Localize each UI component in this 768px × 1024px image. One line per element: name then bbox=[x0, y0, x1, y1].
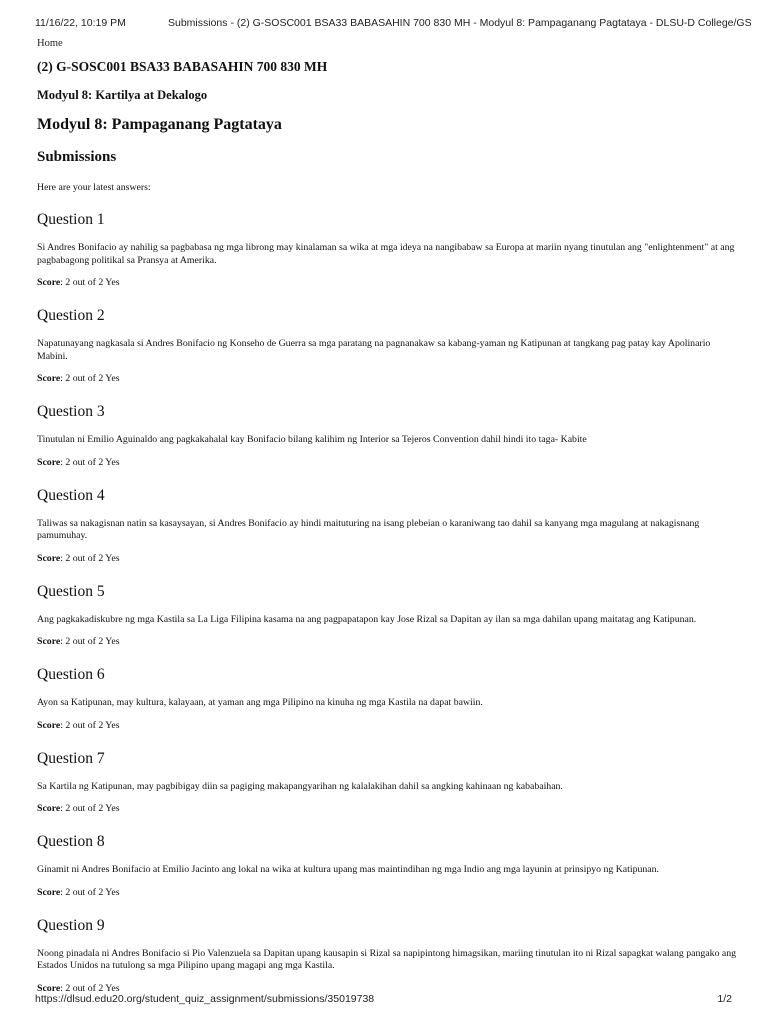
score-label: Score bbox=[37, 552, 61, 564]
question-answer: Taliwas sa nakagisnan natin sa kasaysayan, si Andres Bonifacio ay hindi maituturing na isang plebeian o karaniwang tao dahil sa kanyang mga magulang at nakagisnang pamumuhay. bbox=[37, 517, 700, 541]
question-title: Question 1 bbox=[37, 211, 105, 228]
page-number: 1/2 bbox=[717, 993, 732, 1005]
score-label: Score bbox=[37, 982, 61, 994]
question-title: Question 6 bbox=[37, 666, 105, 683]
page-content bbox=[37, 37, 737, 995]
question-block bbox=[37, 916, 737, 995]
question-answer: Noong pinadala ni Andres Bonifacio si Pio Valenzuela sa Dapitan upang kausapin si Rizal sa napipintong himagsikan, mariing tinutulan ito ni Rizal sapagkat walang pangako ang Estados Unidos na tutulong sa mga Pilipino upang magapi ang mga Kastila. bbox=[37, 947, 737, 971]
score-value: : 2 out of 2 Yes bbox=[60, 277, 120, 288]
score-label: Score bbox=[37, 277, 61, 288]
question-score bbox=[37, 720, 737, 732]
score-value: : 2 out of 2 Yes bbox=[60, 552, 120, 564]
score-value: : 2 out of 2 Yes bbox=[60, 719, 120, 731]
score-label: Score bbox=[37, 886, 61, 898]
question-block bbox=[37, 582, 737, 649]
question-title: Question 7 bbox=[37, 749, 105, 767]
section-title: Submissions bbox=[37, 149, 117, 165]
score-value: : 2 out of 2 Yes bbox=[60, 636, 120, 647]
print-footer bbox=[35, 993, 732, 1007]
score-label: Score bbox=[37, 803, 61, 814]
question-answer: Sa Kartila ng Katipunan, may pagbibigay diin sa pagiging makapangyarihan ng kalalakihan dahil sa angking kahinaan ng kababaihan. bbox=[37, 780, 563, 792]
question-answer: Si Andres Bonifacio ay nahilig sa pagbabasa ng mga librong may kinalaman sa wika at mga ideya na nangibabaw sa Europa at mariin nyang tinutulan ang "enlightenment" at ang pagbabagong politikal sa Pransya at Amerika. bbox=[37, 242, 735, 266]
question-block bbox=[37, 665, 737, 732]
score-label: Score bbox=[37, 719, 61, 731]
question-block bbox=[37, 486, 737, 565]
question-title: Question 2 bbox=[37, 307, 105, 324]
question-score bbox=[37, 553, 737, 565]
question-score bbox=[37, 277, 737, 289]
score-value: : 2 out of 2 Yes bbox=[60, 982, 120, 994]
question-block bbox=[37, 832, 737, 899]
question-answer: Tinutulan ni Emilio Aguinaldo ang pagkakahalal kay Bonifacio bilang kalihim ng Interior sa Tejeros Convention dahil hindi ito taga- Kabite bbox=[37, 434, 587, 445]
question-answer: Ginamit ni Andres Bonifacio at Emilio Jacinto ang lokal na wika at kultura upang mas maintindihan ng mga Indio ang mga layunin at prinsipyo ng Katipunan. bbox=[37, 864, 659, 875]
score-value: : 2 out of 2 Yes bbox=[60, 456, 120, 468]
question-answer: Ang pagkakadiskubre ng mga Kastila sa La Liga Filipina kasama na ang pagpapatapon kay Jose Rizal sa Dapitan ay ilan sa mga dahilan upang maitatag ang Katipunan. bbox=[37, 613, 697, 625]
question-answer: Napatunayang nagkasala si Andres Bonifacio ng Konseho de Guerra sa mga paratang na pagnanakaw sa kabang-yaman ng Katipunan at tangkang pag patay kay Apolinario Mabini. bbox=[37, 338, 711, 362]
score-label: Score bbox=[37, 636, 61, 647]
score-value: : 2 out of 2 Yes bbox=[60, 803, 120, 814]
score-label: Score bbox=[37, 456, 61, 468]
question-title: Question 9 bbox=[37, 916, 105, 934]
question-block bbox=[37, 402, 737, 469]
question-block bbox=[37, 210, 737, 289]
score-value: : 2 out of 2 Yes bbox=[60, 373, 120, 384]
question-title: Question 8 bbox=[37, 833, 105, 850]
question-score bbox=[37, 803, 737, 815]
question-score bbox=[37, 636, 737, 648]
breadcrumb-home-link[interactable]: Home bbox=[37, 38, 63, 49]
question-block bbox=[37, 749, 737, 816]
module-title: Modyul 8: Pampaganang Pagtataya bbox=[37, 116, 282, 133]
question-title: Question 3 bbox=[37, 403, 105, 420]
question-block bbox=[37, 306, 737, 385]
score-value: : 2 out of 2 Yes bbox=[60, 886, 120, 898]
question-score bbox=[37, 457, 737, 469]
question-score bbox=[37, 887, 737, 899]
print-page-title: Submissions - (2) G-SOSC001 BSA33 BABASAHIN 700 830 MH - Modyul 8: Pampaganang Pagtataya - DLSU-D College/GS bbox=[168, 17, 752, 29]
question-score bbox=[37, 373, 737, 385]
module-subtitle: Modyul 8: Kartilya at Dekalogo bbox=[37, 88, 208, 102]
score-label: Score bbox=[37, 373, 61, 384]
print-url: https://dlsud.edu20.org/student_quiz_assignment/submissions/35019738 bbox=[35, 993, 375, 1005]
question-title: Question 4 bbox=[37, 486, 105, 504]
print-header bbox=[35, 17, 752, 31]
print-timestamp: 11/16/22, 10:19 PM bbox=[35, 17, 126, 29]
question-title: Question 5 bbox=[37, 582, 105, 600]
question-answer: Ayon sa Katipunan, may kultura, kalayaan, at yaman ang mga Pilipino na kinuha ng mga Kastila na dapat bawiin. bbox=[37, 697, 483, 708]
course-title: (2) G-SOSC001 BSA33 BABASAHIN 700 830 MH bbox=[37, 59, 328, 74]
intro-text: Here are your latest answers: bbox=[37, 182, 151, 193]
